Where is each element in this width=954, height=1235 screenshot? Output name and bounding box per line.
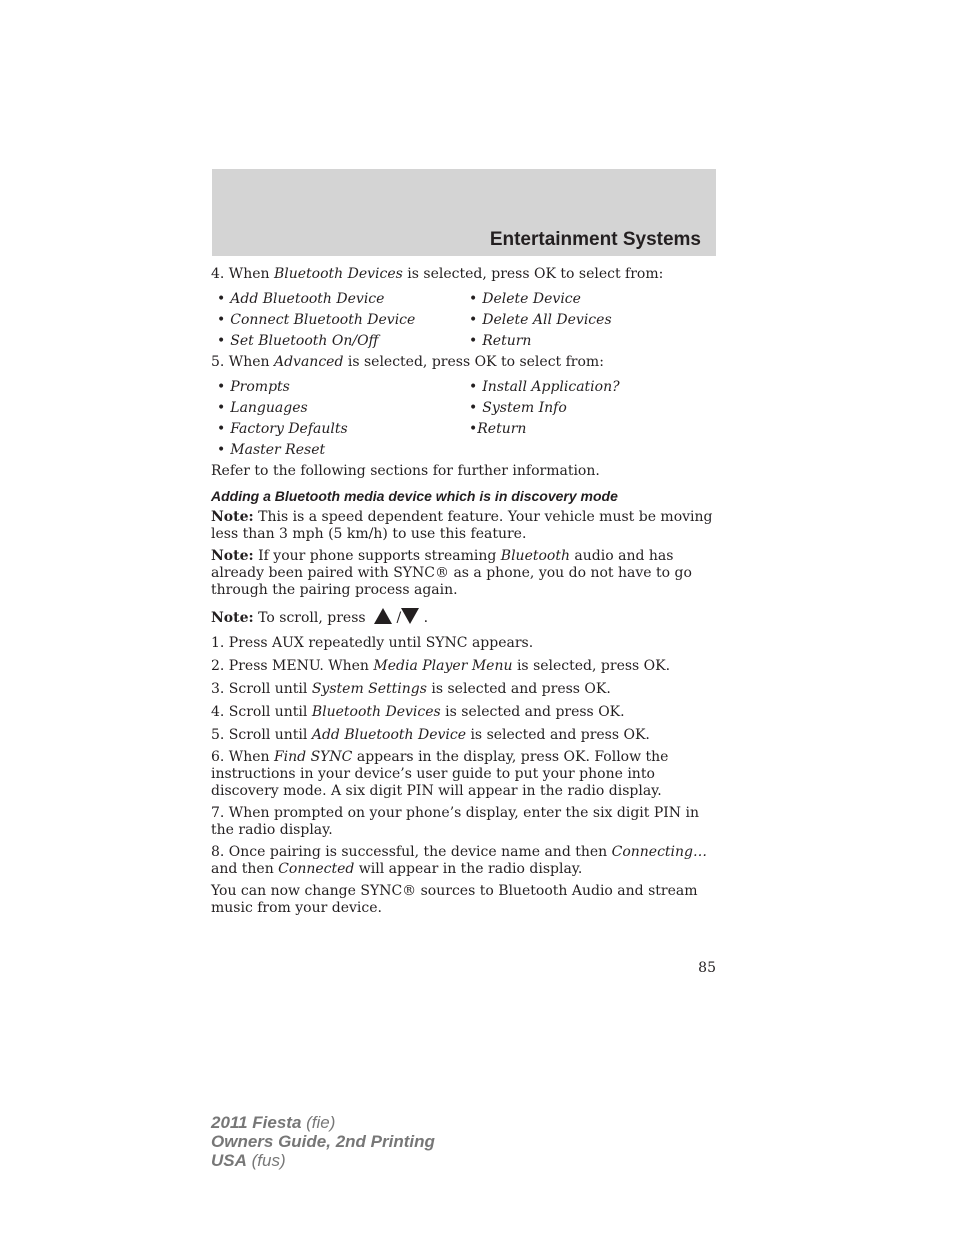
list-item: • Delete All Devices	[469, 312, 612, 328]
step-6: 6. When Find SYNC appears in the display, press OK. Follow the instructions in your device’s user guide to put your phone into discovery mode. A six digit PIN will appear in the radio display.	[211, 749, 669, 799]
header-band	[212, 169, 716, 256]
list-item: • Prompts	[217, 379, 290, 395]
list-item: • Return	[469, 333, 532, 349]
arrow-down-icon	[401, 608, 419, 624]
step-3: 3. Scroll until System Settings is selected and press OK.	[211, 681, 611, 697]
list-item: • Connect Bluetooth Device	[217, 312, 416, 328]
list-item: •Return	[469, 421, 527, 437]
refer-text: Refer to the following sections for further information.	[211, 463, 600, 479]
step-4: 4. Scroll until Bluetooth Devices is selected and press OK.	[211, 704, 625, 720]
list-item: • Install Application?	[469, 379, 620, 395]
section-heading: Adding a Bluetooth media device which is in discovery mode	[211, 488, 618, 504]
note-streaming: Note: If your phone supports streaming Bluetooth audio and has already been paired with SYNC® as a phone, you do not have to go through the pairing process again.	[211, 548, 692, 598]
footer-line-1: 2011 Fiesta (fie)	[211, 1113, 336, 1132]
page-title: Entertainment Systems	[489, 229, 701, 250]
bluetooth-devices-list	[217, 291, 717, 350]
list-item: • Add Bluetooth Device	[217, 291, 385, 307]
list-item: • Set Bluetooth On/Off	[217, 333, 379, 349]
step-5: 5. Scroll until Add Bluetooth Device is selected and press OK.	[211, 727, 650, 743]
step5-intro: 5. When Advanced is selected, press OK to select from:	[211, 354, 604, 370]
main-content	[211, 266, 717, 917]
list-item: • Factory Defaults	[217, 421, 348, 437]
list-item: • Master Reset	[217, 442, 326, 458]
footer-line-2: Owners Guide, 2nd Printing	[211, 1132, 435, 1151]
step-7: 7. When prompted on your phone’s display, enter the six digit PIN in the radio display.	[211, 805, 699, 838]
step-8: 8. Once pairing is successful, the device name and then Connecting… and then Connected will appear in the radio display.	[211, 844, 708, 877]
list-item: • Languages	[217, 400, 308, 416]
footer	[211, 1113, 435, 1170]
step-2: 2. Press MENU. When Media Player Menu is selected, press OK.	[211, 658, 671, 674]
closing-text: You can now change SYNC® sources to Bluetooth Audio and stream music from your device.	[211, 883, 698, 916]
step-1: 1. Press AUX repeatedly until SYNC appears.	[211, 635, 534, 651]
advanced-list	[217, 379, 717, 459]
note-speed: Note: This is a speed dependent feature. Your vehicle must be moving less than 3 mph (5 km/h) to use this feature.	[211, 509, 713, 542]
list-item: • System Info	[469, 400, 567, 416]
footer-line-3: USA (fus)	[211, 1151, 286, 1170]
arrow-up-icon	[374, 608, 392, 624]
step4-intro: 4. When Bluetooth Devices is selected, press OK to select from:	[211, 266, 664, 282]
list-item: • Delete Device	[469, 291, 581, 307]
note-scroll: Note: To scroll, press / .	[211, 610, 429, 626]
page-number: 85	[698, 960, 716, 976]
